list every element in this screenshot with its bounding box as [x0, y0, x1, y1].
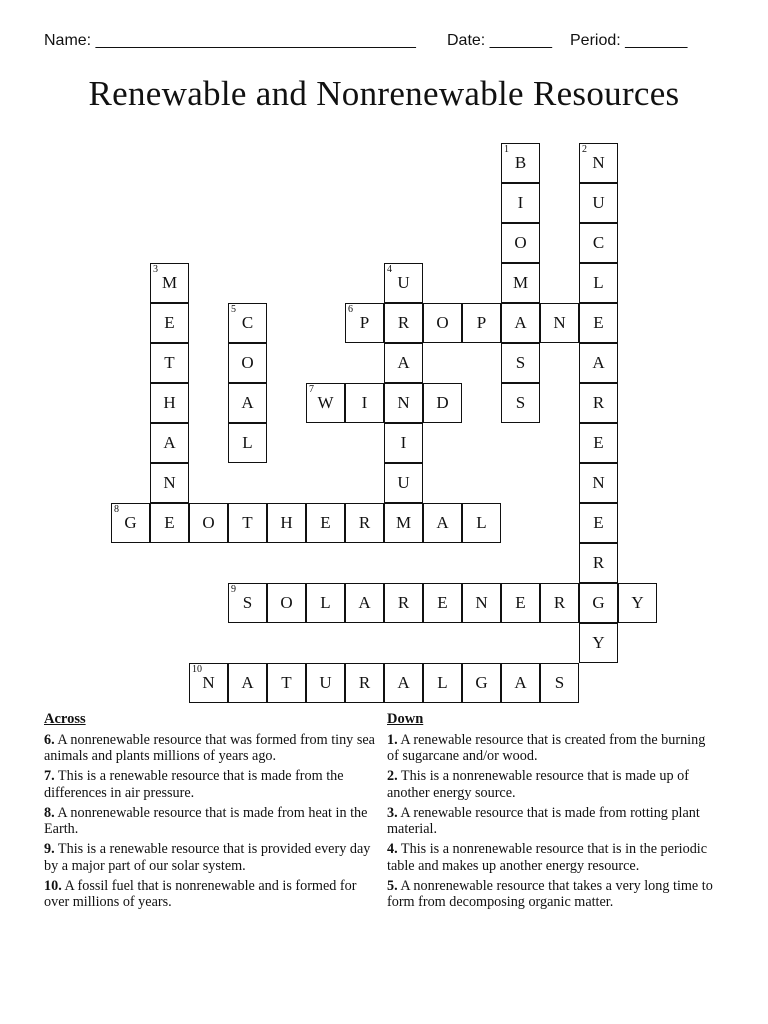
cell-letter: L: [476, 513, 487, 532]
cell-letter: E: [320, 513, 331, 532]
clue-number: 1.: [387, 731, 398, 748]
crossword-cell[interactable]: [345, 503, 384, 543]
crossword-cell[interactable]: [111, 503, 150, 543]
crossword-cell[interactable]: [189, 503, 228, 543]
date-label: Date:: [447, 32, 490, 49]
cell-letter: H: [280, 513, 293, 532]
crossword-cell[interactable]: [501, 183, 540, 223]
crossword-cell[interactable]: [579, 583, 618, 623]
clue-number-label: 6: [348, 304, 353, 315]
crossword-cell[interactable]: [579, 263, 618, 303]
crossword-cell[interactable]: [579, 503, 618, 543]
crossword-cell[interactable]: [579, 623, 618, 663]
crossword-cell[interactable]: [150, 383, 189, 423]
clue-across-10: [44, 878, 379, 911]
crossword-cell[interactable]: [228, 303, 267, 343]
clue-across-9: [44, 841, 379, 874]
crossword-cell[interactable]: [423, 303, 462, 343]
clue-number-label: 1: [504, 144, 509, 155]
crossword-cell[interactable]: [228, 503, 267, 543]
cell-letter: S: [554, 673, 565, 692]
crossword-cell[interactable]: [267, 663, 306, 703]
cell-letter: L: [242, 433, 253, 452]
cell-letter: E: [164, 313, 175, 332]
cell-letter: I: [361, 393, 368, 412]
crossword-cell[interactable]: [579, 463, 618, 503]
crossword-cell[interactable]: [189, 663, 228, 703]
cell-letter: R: [358, 513, 371, 532]
crossword-cell[interactable]: [345, 303, 384, 343]
cell-letter: U: [319, 673, 332, 692]
cell-letter: N: [397, 393, 410, 412]
clue-number-label: 8: [114, 504, 119, 515]
clue-down-4: [387, 841, 717, 874]
crossword-cell[interactable]: [579, 223, 618, 263]
cell-letter: O: [202, 513, 215, 532]
crossword-cell[interactable]: [306, 383, 345, 423]
cell-letter: N: [592, 153, 605, 172]
cell-letter: S: [242, 593, 253, 612]
crossword-cell[interactable]: [501, 263, 540, 303]
cell-letter: O: [241, 353, 254, 372]
clue-text: A renewable resource that is made from rotting plant material.: [387, 804, 700, 837]
clue-number-label: 7: [309, 384, 314, 395]
clue-text: This is a renewable resource that is provided every day by a major part of our solar system.: [44, 841, 371, 874]
crossword-cell[interactable]: [150, 303, 189, 343]
period-blank[interactable]: _______: [625, 32, 688, 49]
crossword-cell[interactable]: [501, 583, 540, 623]
cell-letter: L: [593, 273, 604, 292]
crossword-cell[interactable]: [345, 583, 384, 623]
crossword-cell[interactable]: [423, 583, 462, 623]
cell-letter: R: [397, 593, 410, 612]
crossword-cell[interactable]: [579, 143, 618, 183]
clue-across-8: [44, 805, 379, 838]
clue-down-1: [387, 732, 717, 765]
cell-letter: I: [400, 433, 407, 452]
cell-letter: G: [124, 513, 137, 532]
crossword-cell[interactable]: [579, 423, 618, 463]
crossword-cell[interactable]: [150, 463, 189, 503]
cell-letter: U: [397, 273, 410, 292]
crossword-cell[interactable]: [579, 543, 618, 583]
crossword-cell[interactable]: [306, 663, 345, 703]
cell-letter: S: [515, 353, 526, 372]
crossword-cell[interactable]: [579, 343, 618, 383]
cell-letter: A: [163, 433, 176, 452]
down-clues: [387, 711, 717, 914]
crossword-cell[interactable]: [345, 663, 384, 703]
cell-letter: O: [436, 313, 449, 332]
page-title: Renewable and Nonrenewable Resources: [88, 74, 680, 113]
cell-letter: R: [592, 393, 605, 412]
cell-letter: C: [592, 233, 605, 252]
cell-letter: E: [593, 513, 604, 532]
cell-letter: R: [553, 593, 566, 612]
crossword-cell[interactable]: [501, 303, 540, 343]
cell-letter: A: [436, 513, 449, 532]
cell-letter: N: [163, 473, 176, 492]
clue-number-label: 4: [387, 264, 392, 275]
cell-letter: E: [593, 433, 604, 452]
cell-letter: T: [281, 673, 292, 692]
crossword-cell[interactable]: [540, 663, 579, 703]
cell-letter: E: [515, 593, 526, 612]
crossword-cell[interactable]: [462, 303, 501, 343]
cell-letter: M: [512, 273, 529, 292]
clue-number-label: 2: [582, 144, 587, 155]
crossword-cell[interactable]: [579, 303, 618, 343]
crossword-cell[interactable]: [501, 143, 540, 183]
crossword-cell[interactable]: [384, 383, 423, 423]
crossword-cell[interactable]: [423, 383, 462, 423]
cell-letter: A: [241, 673, 254, 692]
crossword-cell[interactable]: [579, 383, 618, 423]
crossword-cell[interactable]: [540, 583, 579, 623]
crossword-cell[interactable]: [345, 383, 384, 423]
crossword-cell[interactable]: [150, 343, 189, 383]
clue-number: 4.: [387, 841, 398, 857]
crossword-cell[interactable]: [228, 663, 267, 703]
cell-letter: O: [280, 593, 293, 612]
crossword-cell[interactable]: [462, 583, 501, 623]
cell-letter: S: [515, 393, 526, 412]
clue-text: A renewable resource that is created from the burning of sugarcane and/or wood.: [387, 731, 706, 764]
clue-number: 10.: [44, 877, 62, 894]
cell-letter: H: [163, 393, 176, 412]
cell-letter: R: [358, 673, 371, 692]
cell-letter: Y: [592, 633, 605, 652]
crossword-cell[interactable]: [501, 223, 540, 263]
clue-down-3: [387, 805, 717, 838]
clue-text: This is a nonrenewable resource that is in the periodic table and makes up another energy resource.: [387, 841, 708, 874]
cell-letter: N: [592, 473, 605, 492]
cell-letter: Y: [631, 593, 644, 612]
clue-text: A nonrenewable resource that takes a very long time to form from decomposing organic matter.: [387, 877, 713, 910]
cell-letter: R: [592, 553, 605, 572]
crossword-cell[interactable]: [267, 503, 306, 543]
crossword-cell[interactable]: [501, 343, 540, 383]
cell-letter: P: [359, 313, 370, 332]
crossword-cell[interactable]: [384, 503, 423, 543]
across-clues: [44, 711, 379, 914]
crossword-cell[interactable]: [423, 663, 462, 703]
cell-letter: A: [397, 673, 410, 692]
crossword-cell[interactable]: [384, 583, 423, 623]
cell-letter: M: [395, 513, 412, 532]
cell-letter: R: [397, 313, 410, 332]
cell-letter: N: [475, 593, 488, 612]
crossword-cell[interactable]: [384, 263, 423, 303]
crossword-cell[interactable]: [228, 383, 267, 423]
crossword-cell[interactable]: [384, 663, 423, 703]
name-blank[interactable]: ____________________________________: [95, 32, 416, 49]
cell-letter: A: [397, 353, 410, 372]
clue-text: A nonrenewable resource that was formed from tiny sea animals and plants millions of years ago.: [44, 731, 375, 764]
cell-letter: G: [592, 593, 605, 612]
clue-number-label: 10: [192, 664, 202, 675]
cell-letter: U: [592, 193, 605, 212]
crossword-cell[interactable]: [228, 423, 267, 463]
clue-number: 9.: [44, 841, 55, 857]
crossword-cell[interactable]: [306, 503, 345, 543]
cell-letter: E: [437, 593, 448, 612]
crossword-cell[interactable]: [228, 343, 267, 383]
clue-down-2: [387, 768, 717, 801]
crossword-cell[interactable]: [267, 583, 306, 623]
clue-text: A fossil fuel that is nonrenewable and is formed for over millions of years.: [44, 877, 357, 910]
crossword-cell[interactable]: [150, 503, 189, 543]
cell-letter: N: [202, 673, 215, 692]
clue-number-label: 3: [153, 264, 158, 275]
clue-number-label: 5: [231, 304, 236, 315]
crossword-cell[interactable]: [423, 503, 462, 543]
cell-letter: A: [358, 593, 371, 612]
cell-letter: A: [592, 353, 605, 372]
crossword-cell[interactable]: [501, 663, 540, 703]
cell-letter: L: [437, 673, 448, 692]
cell-letter: A: [514, 673, 527, 692]
clue-across-6: [44, 732, 379, 765]
crossword-cell[interactable]: [384, 463, 423, 503]
clue-across-7: [44, 768, 379, 801]
cell-letter: W: [317, 393, 334, 412]
clue-number: 2.: [387, 768, 398, 784]
across-heading: Across: [44, 711, 86, 727]
crossword-cell[interactable]: [540, 303, 579, 343]
cell-letter: G: [475, 673, 488, 692]
clue-text: This is a renewable resource that is made from the differences in air pressure.: [44, 768, 344, 801]
cell-letter: T: [242, 513, 253, 532]
crossword-cell[interactable]: [501, 383, 540, 423]
crossword-cell[interactable]: [150, 263, 189, 303]
clue-text: This is a nonrenewable resource that is made up of another energy source.: [387, 768, 689, 801]
crossword-cell[interactable]: [384, 343, 423, 383]
clue-number: 8.: [44, 804, 55, 821]
cell-letter: B: [514, 153, 527, 172]
cell-letter: E: [593, 313, 604, 332]
crossword-cell[interactable]: [579, 183, 618, 223]
date-blank[interactable]: _______: [489, 32, 552, 49]
crossword-cell[interactable]: [462, 663, 501, 703]
period-label: Period:: [570, 32, 626, 49]
clue-number: 3.: [387, 804, 398, 821]
clue-number: 7.: [44, 768, 55, 784]
cell-letter: T: [164, 353, 175, 372]
cell-letter: A: [514, 313, 527, 332]
cell-letter: D: [436, 393, 449, 412]
crossword-cell[interactable]: [150, 423, 189, 463]
cell-letter: O: [514, 233, 527, 252]
crossword-cell[interactable]: [384, 423, 423, 463]
cell-letter: P: [476, 313, 487, 332]
cell-letter: E: [164, 513, 175, 532]
crossword-cell[interactable]: [462, 503, 501, 543]
cell-letter: C: [241, 313, 254, 332]
cell-letter: M: [161, 273, 178, 292]
clue-text: A nonrenewable resource that is made from heat in the Earth.: [44, 804, 368, 837]
clue-number: 5.: [387, 877, 398, 894]
clue-number-label: 9: [231, 584, 236, 595]
crossword-cell[interactable]: [306, 583, 345, 623]
cell-letter: N: [553, 313, 566, 332]
crossword-cell[interactable]: [228, 583, 267, 623]
cell-letter: I: [517, 193, 524, 212]
name-label: Name:: [44, 32, 96, 49]
cell-letter: U: [397, 473, 410, 492]
crossword-cell[interactable]: [384, 303, 423, 343]
clue-down-5: [387, 878, 717, 911]
clue-number: 6.: [44, 731, 55, 748]
crossword-cell[interactable]: [618, 583, 657, 623]
cell-letter: A: [241, 393, 254, 412]
down-heading: Down: [387, 711, 424, 727]
cell-letter: L: [320, 593, 331, 612]
